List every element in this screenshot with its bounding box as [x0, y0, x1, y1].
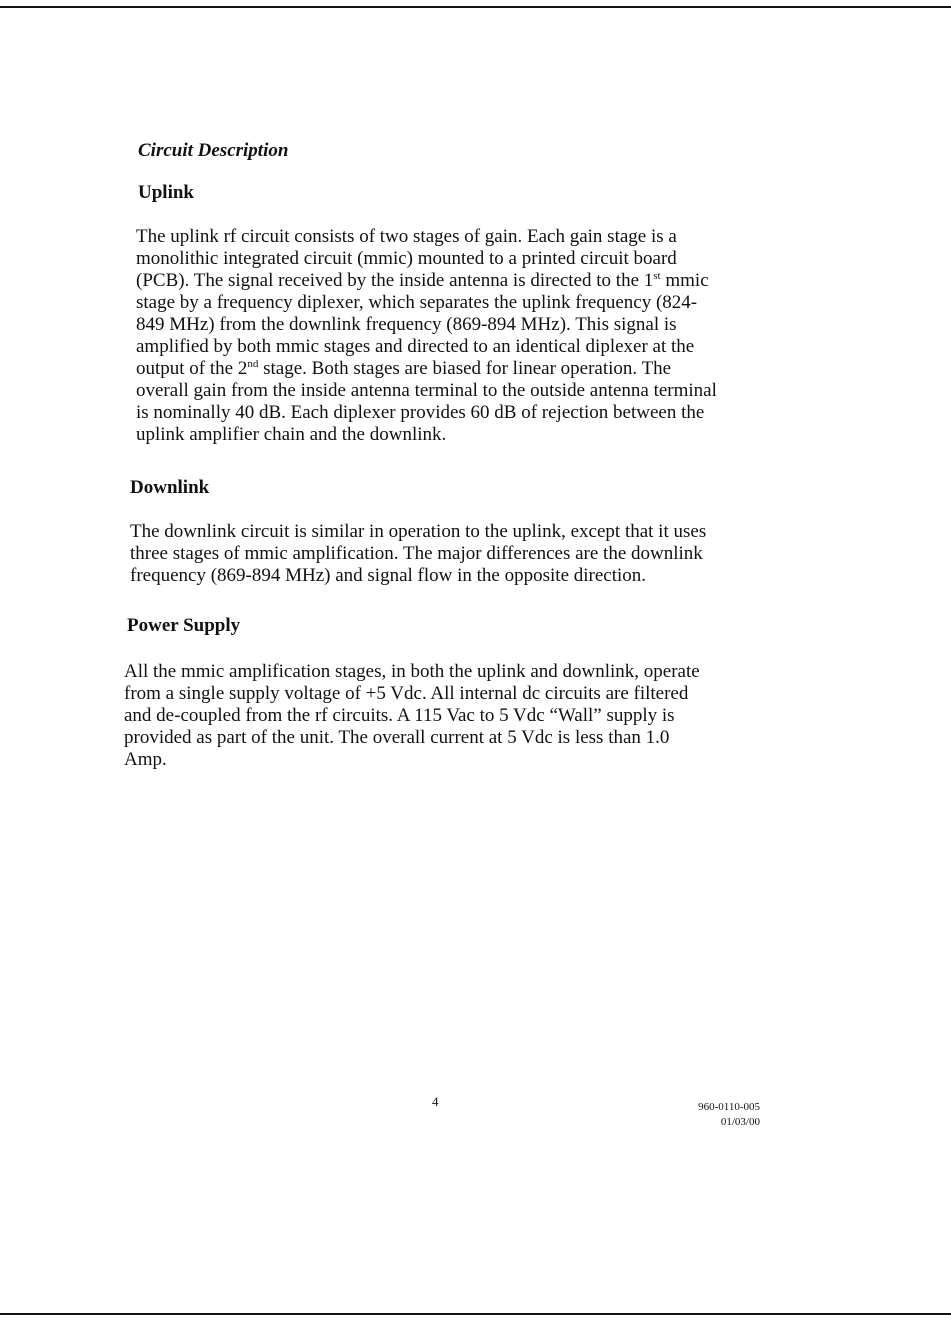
- text-line-part: output of the 2: [136, 358, 248, 379]
- text-line: overall gain from the inside antenna terminal to the outside antenna terminal: [136, 380, 717, 401]
- text-line: and de-coupled from the rf circuits. A 115 Vac to 5 Vdc “Wall” supply is: [124, 705, 675, 726]
- text-line: three stages of mmic amplification. The major differences are the downlink: [130, 543, 703, 564]
- text-line: All the mmic amplification stages, in both the uplink and downlink, operate: [124, 661, 700, 682]
- page-title: Circuit Description: [138, 140, 289, 161]
- text-line: is nominally 40 dB. Each diplexer provides 60 dB of rejection between the: [136, 402, 705, 423]
- uplink-paragraph: [136, 226, 796, 446]
- text-line: [136, 270, 796, 292]
- text-line: [136, 358, 796, 380]
- text-line: stage by a frequency diplexer, which separates the uplink frequency (824-: [136, 292, 698, 313]
- ordinal-suffix: nd: [247, 358, 259, 370]
- section-heading-downlink: Downlink: [130, 477, 210, 498]
- text-line: 849 MHz) from the downlink frequency (869-894 MHz). This signal is: [136, 314, 677, 335]
- text-line: from a single supply voltage of +5 Vdc. All internal dc circuits are filtered: [124, 683, 689, 704]
- text-line-part: mmic: [660, 270, 709, 291]
- document-number: 960-0110-005: [698, 1101, 760, 1113]
- text-line-part: stage. Both stages are biased for linear operation. The: [258, 358, 672, 379]
- text-line: frequency (869-894 MHz) and signal flow in the opposite direction.: [130, 565, 647, 586]
- downlink-paragraph: [130, 521, 790, 587]
- text-line: The downlink circuit is similar in operation to the uplink, except that it uses: [130, 521, 707, 542]
- text-line: uplink amplifier chain and the downlink.: [136, 424, 447, 445]
- section-heading-power-supply: Power Supply: [127, 615, 241, 636]
- document-date: 01/03/00: [720, 1116, 760, 1128]
- top-rule: [0, 6, 951, 8]
- power-supply-paragraph: [124, 661, 784, 771]
- text-line: Amp.: [124, 749, 167, 770]
- ordinal-suffix: st: [653, 270, 661, 282]
- section-heading-uplink: Uplink: [138, 182, 194, 203]
- text-line: amplified by both mmic stages and directed to an identical diplexer at the: [136, 336, 695, 357]
- bottom-rule: [0, 1313, 951, 1315]
- text-line: provided as part of the unit. The overall current at 5 Vdc is less than 1.0: [124, 727, 670, 748]
- document-reference: [640, 1100, 760, 1130]
- page-number: 4: [432, 1094, 439, 1109]
- text-line-part: (PCB). The signal received by the inside antenna is directed to the 1: [136, 270, 654, 291]
- text-line: The uplink rf circuit consists of two stages of gain. Each gain stage is a: [136, 226, 677, 247]
- text-line: monolithic integrated circuit (mmic) mounted to a printed circuit board: [136, 248, 677, 269]
